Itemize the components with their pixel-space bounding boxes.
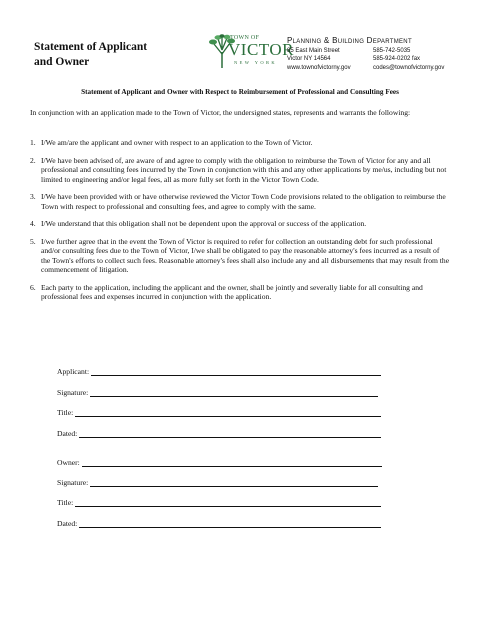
- intro-paragraph: In conjunction with an application made to the Town of Victor, the undersigned states, represents and warrants the following:: [30, 108, 411, 117]
- item-text: I/We have been provided with or have otherwise reviewed the Victor Town Code provisions related to the obligation to reimburse the Town with respect to professional and consulting fees, and agree to comply with the same.: [41, 192, 446, 211]
- list-item: [30, 219, 450, 229]
- item-number: 1.: [30, 138, 36, 147]
- item-text: I/We understand that this obligation shall not be dependent upon the approval or success of the application.: [41, 219, 367, 228]
- address-line2: Victor NY 14564: [287, 56, 331, 63]
- item-number: 4.: [30, 219, 36, 228]
- list-item: [30, 283, 450, 302]
- email-link[interactable]: codes@townofvictorny.gov: [373, 64, 445, 71]
- applicant-label: Applicant:: [57, 367, 90, 376]
- applicant-title-line[interactable]: [75, 407, 381, 417]
- owner-title-field: [57, 497, 381, 507]
- item-text: I/We have been advised of, are aware of and agree to comply with the obligation to reimburse the Town of Victor for any and all professional and consulting fees incurred by the Town in conjunction with this and any other applications by me/us, including but not limited to engineering and/or legal fees, all as more fully set forth in the Victor Town Code.: [41, 155, 447, 184]
- department-contact: [287, 37, 444, 72]
- item-text: I/we further agree that in the event the Town of Victor is required to refer for collection an outstanding debt for such professional and/or consulting fees due to the Town of Victor, I/we shall be obligated to pay the reasonable attorney's fees incurred as a result of the Town's efforts to collect such fees. Reasonable attorney's fees shall also include any and all disbursements that may result from the commencement of litigation.: [41, 236, 450, 274]
- item-text: I/We am/are the applicant and owner with respect to an application to the Town of Victor.: [41, 138, 313, 147]
- applicant-dated-field: [57, 428, 381, 438]
- applicant-signature-field: [57, 387, 378, 397]
- applicant-signature-line[interactable]: [90, 387, 378, 397]
- website-link[interactable]: www.townofvictorny.gov: [287, 64, 351, 71]
- logo-victor: VICTOR: [228, 40, 294, 59]
- owner-signature-label: Signature:: [57, 478, 89, 487]
- owner-field: [57, 457, 382, 467]
- applicant-line[interactable]: [91, 366, 381, 376]
- town-of-victor-logo: [208, 34, 294, 76]
- document-title-line1: Statement of Applicant: [34, 41, 148, 53]
- owner-dated-label: Dated:: [57, 519, 78, 528]
- department-name: Planning & Building Department: [287, 36, 412, 45]
- document-title: [34, 40, 174, 70]
- document-title-line2: and Owner: [34, 56, 90, 68]
- applicant-field: [57, 366, 381, 376]
- owner-dated-field: [57, 518, 381, 528]
- applicant-dated-label: Dated:: [57, 429, 78, 438]
- item-text: Each party to the application, including the applicant and the owner, shall be jointly and severally liable for all consulting and professional fees and expenses incurred in conjunction with the application.: [41, 282, 423, 301]
- owner-signature-line[interactable]: [90, 477, 378, 487]
- item-number: 2.: [30, 155, 36, 165]
- applicant-title-label: Title:: [57, 408, 74, 417]
- list-item: [30, 237, 450, 275]
- owner-title-label: Title:: [57, 498, 74, 507]
- applicant-signature-label: Signature:: [57, 388, 89, 397]
- logo-new-york: NEW YORK: [234, 60, 278, 65]
- applicant-title-field: [57, 407, 381, 417]
- applicant-dated-line[interactable]: [79, 428, 381, 438]
- owner-line[interactable]: [82, 457, 382, 467]
- phone-number: 585-742-5035: [373, 48, 411, 55]
- address-line1: 85 East Main Street: [287, 48, 340, 55]
- list-item: [30, 138, 450, 148]
- logo-town-of: TOWN OF: [230, 35, 260, 41]
- statement-list: [30, 138, 450, 310]
- owner-signature-field: [57, 477, 378, 487]
- owner-dated-line[interactable]: [79, 518, 381, 528]
- item-number: 6.: [30, 282, 36, 292]
- owner-title-line[interactable]: [75, 497, 381, 507]
- fax-number: 585-924-0202 fax: [373, 56, 421, 63]
- item-number: 3.: [30, 192, 36, 201]
- list-item: [30, 156, 450, 185]
- owner-label: Owner:: [57, 458, 80, 467]
- statement-heading: Statement of Applicant and Owner with Respect to Reimbursement of Professional and Consulting Fees: [81, 88, 399, 96]
- list-item: [30, 192, 450, 211]
- item-number: 5.: [30, 236, 36, 246]
